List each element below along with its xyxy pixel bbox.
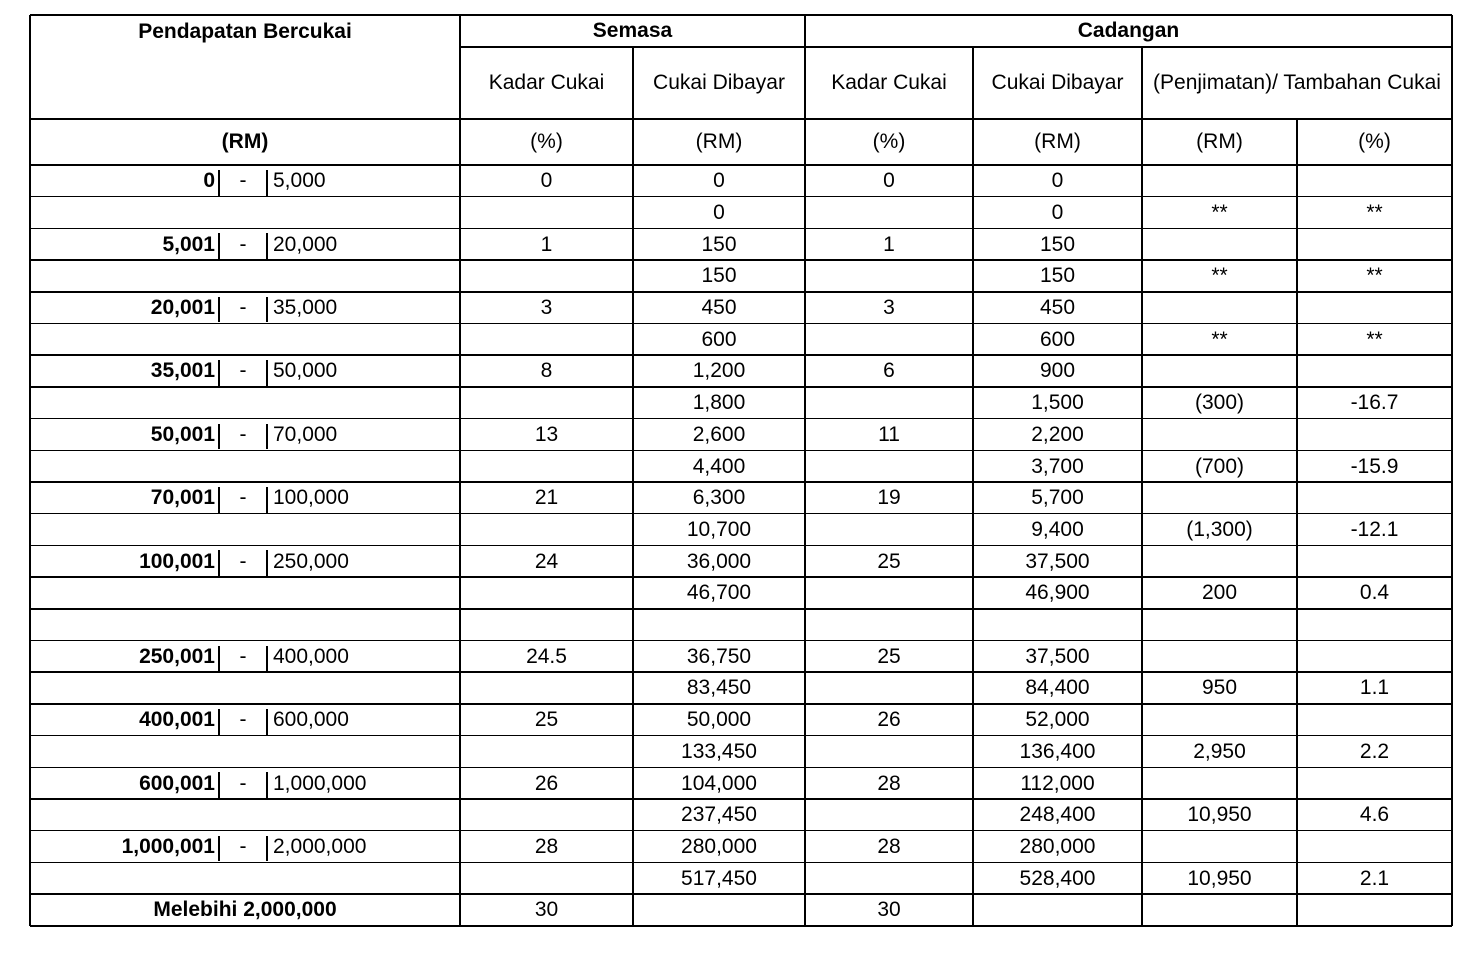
- income-to: 400,000: [273, 644, 349, 668]
- current-rate-cell: 28: [534, 834, 559, 858]
- unit-proposed-rate: (%): [872, 130, 906, 154]
- diff-rm-cell: 10,950: [1187, 803, 1252, 827]
- diff-rm-cell: **: [1211, 327, 1228, 351]
- table-rule: [30, 545, 1452, 547]
- income-separator: [218, 550, 220, 576]
- income-separator: [266, 170, 268, 196]
- unit-current-tax: (RM): [695, 130, 743, 154]
- proposed-rate-cell: [805, 450, 973, 482]
- income-dash: -: [239, 708, 247, 732]
- income-dash: [219, 799, 267, 831]
- table-rule: [804, 15, 806, 926]
- table-rule: [30, 354, 1452, 356]
- current-tax-cell: 1,800: [692, 391, 746, 415]
- income-separator: [266, 233, 268, 259]
- diff-rm-cell: [1142, 894, 1297, 926]
- table-rule: [30, 925, 1452, 927]
- income-dash: [219, 324, 267, 356]
- proposed-rate-cell: [805, 387, 973, 419]
- income-from: [30, 387, 219, 419]
- proposed-rate-cell: 28: [877, 834, 901, 858]
- current-rate-cell: 24: [534, 549, 559, 573]
- table-rule: [30, 259, 1452, 261]
- proposed-rate-cell: [805, 324, 973, 356]
- income-to: 35,000: [273, 296, 338, 320]
- current-rate-cell: [460, 450, 633, 482]
- current-rate-cell: [460, 862, 633, 894]
- diff-pct-cell: 0.4: [1359, 581, 1390, 605]
- proposed-tax-cell: 37,500: [1025, 644, 1090, 668]
- diff-pct-cell: [1297, 831, 1452, 863]
- income-to: 50,000: [273, 359, 338, 383]
- income-to: 2,000,000: [273, 834, 367, 858]
- proposed-rate-cell: 28: [877, 771, 901, 795]
- header-current-rate: Kadar Cukai: [488, 71, 605, 95]
- current-tax-cell: 150: [701, 264, 737, 288]
- header-proposed-rate: Kadar Cukai: [831, 71, 947, 95]
- proposed-rate-cell: [805, 672, 973, 704]
- proposed-tax-cell: 52,000: [1025, 708, 1090, 732]
- income-to: 70,000: [273, 422, 338, 446]
- table-rule: [972, 47, 974, 926]
- proposed-tax-cell: [973, 609, 1142, 641]
- current-rate-cell: [460, 577, 633, 609]
- unit-income: (RM): [221, 130, 269, 154]
- table-left-rule: [29, 15, 31, 926]
- income-separator: [266, 360, 268, 386]
- income-separator: [266, 550, 268, 576]
- diff-rm-cell: 950: [1201, 676, 1238, 700]
- income-dash: [219, 450, 267, 482]
- proposed-rate-cell: [805, 862, 973, 894]
- income-from: [30, 577, 219, 609]
- diff-pct-cell: **: [1366, 200, 1383, 224]
- proposed-rate-cell: 30: [877, 898, 901, 922]
- diff-rm-cell: (1,300): [1186, 517, 1253, 541]
- current-tax-cell: 600: [701, 327, 737, 351]
- diff-rm-cell: [1142, 355, 1297, 387]
- table-rule: [30, 164, 1452, 166]
- income-dash: [219, 736, 267, 768]
- current-tax-cell: 0: [713, 169, 725, 193]
- income-to: [267, 609, 460, 641]
- proposed-tax-cell: 136,400: [1019, 739, 1096, 763]
- current-tax-cell: 2,600: [692, 422, 746, 446]
- current-tax-cell: 36,750: [686, 644, 752, 668]
- income-from: [30, 736, 219, 768]
- income-to: [267, 736, 460, 768]
- income-from: 0: [203, 169, 215, 193]
- diff-pct-cell: [1297, 609, 1452, 641]
- income-to: [267, 577, 460, 609]
- income-dash: [219, 260, 267, 292]
- income-separator: [218, 424, 220, 450]
- income-from: 35,001: [150, 359, 215, 383]
- current-rate-cell: 1: [540, 232, 553, 256]
- income-dash: -: [239, 169, 247, 193]
- income-to: 1,000,000: [273, 771, 367, 795]
- proposed-rate-cell: [805, 577, 973, 609]
- income-from: 250,001: [139, 644, 215, 668]
- income-to: 600,000: [273, 708, 349, 732]
- current-rate-cell: 30: [534, 898, 559, 922]
- current-tax-cell: 0: [713, 200, 725, 224]
- proposed-tax-cell: 84,400: [1025, 676, 1090, 700]
- proposed-rate-cell: 25: [877, 644, 901, 668]
- income-dash: -: [239, 771, 247, 795]
- diff-rm-cell: [1142, 767, 1297, 799]
- income-to: [267, 260, 460, 292]
- proposed-rate-cell: [805, 736, 973, 768]
- proposed-tax-cell: 0: [1051, 200, 1064, 224]
- income-from: 50,001: [150, 422, 215, 446]
- proposed-rate-cell: 0: [883, 169, 895, 193]
- diff-rm-cell: **: [1211, 200, 1228, 224]
- diff-pct-cell: [1297, 767, 1452, 799]
- unit-current-rate: (%): [530, 130, 563, 154]
- income-separator: [218, 836, 220, 862]
- income-separator: [218, 772, 220, 798]
- diff-pct-cell: 2.1: [1359, 866, 1390, 890]
- current-rate-cell: [460, 799, 633, 831]
- diff-pct-cell: -15.9: [1350, 454, 1399, 478]
- diff-rm-cell: [1142, 831, 1297, 863]
- proposed-rate-cell: [805, 514, 973, 546]
- income-to: 5,000: [273, 169, 326, 193]
- proposed-tax-cell: 900: [1039, 359, 1076, 383]
- diff-pct-cell: [1297, 355, 1452, 387]
- diff-rm-cell: [1142, 641, 1297, 673]
- current-rate-cell: 8: [540, 359, 553, 383]
- income-to: [267, 450, 460, 482]
- diff-pct-cell: -16.7: [1350, 391, 1399, 415]
- diff-pct-cell: 1.1: [1359, 676, 1390, 700]
- table-rule: [30, 576, 1452, 578]
- proposed-rate-cell: 19: [877, 486, 901, 510]
- table-rule: [459, 15, 461, 926]
- diff-pct-cell: [1297, 704, 1452, 736]
- proposed-tax-cell: 150: [1039, 232, 1076, 256]
- diff-rm-cell: [1142, 292, 1297, 324]
- income-to: [267, 197, 460, 229]
- proposed-tax-cell: 5,700: [1031, 486, 1084, 510]
- table-rule: [30, 513, 1452, 515]
- current-rate-cell: 25: [534, 708, 559, 732]
- diff-rm-cell: [1142, 704, 1297, 736]
- income-dash: [219, 862, 267, 894]
- income-from: 400,001: [139, 708, 215, 732]
- income-from: 70,001: [150, 486, 215, 510]
- diff-pct-cell: [1297, 641, 1452, 673]
- income-dash: -: [239, 422, 247, 446]
- income-separator: [266, 487, 268, 513]
- income-to: 250,000: [273, 549, 349, 573]
- income-to: 20,000: [273, 232, 338, 256]
- table-rule: [30, 893, 1452, 895]
- diff-pct-cell: [1297, 165, 1452, 197]
- proposed-rate-cell: 25: [877, 549, 901, 573]
- current-tax-cell: 46,700: [686, 581, 752, 605]
- income-dash: [219, 387, 267, 419]
- income-separator: [266, 709, 268, 735]
- current-rate-cell: 3: [540, 296, 553, 320]
- proposed-rate-cell: 6: [883, 359, 895, 383]
- proposed-rate-cell: 26: [877, 708, 901, 732]
- table-rule: [30, 418, 1452, 420]
- income-dash: -: [239, 549, 247, 573]
- proposed-tax-cell: 0: [1051, 169, 1064, 193]
- income-from: [30, 799, 219, 831]
- current-tax-cell: [633, 894, 805, 926]
- diff-pct-cell: -12.1: [1350, 517, 1399, 541]
- current-tax-cell: 83,450: [686, 676, 752, 700]
- table-rule: [30, 671, 1452, 673]
- proposed-tax-cell: 1,500: [1031, 391, 1084, 415]
- unit-proposed-tax: (RM): [1034, 130, 1081, 154]
- unit-diff-rm: (RM): [1196, 130, 1243, 154]
- table-rule: [30, 228, 1452, 230]
- proposed-tax-cell: 2,200: [1031, 422, 1084, 446]
- income-from: [30, 450, 219, 482]
- diff-rm-cell: [1142, 482, 1297, 514]
- income-from: 1,000,001: [121, 834, 215, 858]
- table-rule: [632, 47, 634, 926]
- current-tax-cell: 280,000: [681, 834, 757, 858]
- current-tax-cell: 237,450: [681, 803, 757, 827]
- current-rate-cell: [460, 736, 633, 768]
- income-from: [30, 514, 219, 546]
- diff-rm-cell: [1142, 545, 1297, 577]
- current-tax-cell: 150: [701, 232, 737, 256]
- proposed-tax-cell: [973, 894, 1142, 926]
- income-separator: [266, 297, 268, 323]
- proposed-tax-cell: 3,700: [1031, 454, 1084, 478]
- current-rate-cell: [460, 324, 633, 356]
- table-rule: [460, 46, 1452, 48]
- diff-pct-cell: [1297, 292, 1452, 324]
- income-to: [267, 514, 460, 546]
- income-dash: [219, 577, 267, 609]
- income-dash: -: [239, 232, 247, 256]
- diff-pct-cell: [1297, 482, 1452, 514]
- income-from: [30, 672, 219, 704]
- income-separator: [266, 772, 268, 798]
- income-dash: [219, 197, 267, 229]
- header-income: Pendapatan Bercukai: [138, 20, 352, 43]
- diff-pct-cell: 4.6: [1359, 803, 1390, 827]
- proposed-tax-cell: 528,400: [1019, 866, 1096, 890]
- income-from: [30, 197, 219, 229]
- diff-pct-cell: **: [1366, 327, 1383, 351]
- income-separator: [218, 646, 220, 672]
- income-from: 5,001: [162, 232, 215, 256]
- income-from: [30, 862, 219, 894]
- diff-pct-cell: [1297, 419, 1452, 451]
- diff-rm-cell: **: [1211, 264, 1228, 288]
- current-tax-cell: 450: [701, 296, 737, 320]
- proposed-rate-cell: [805, 260, 973, 292]
- table-rule: [30, 386, 1452, 388]
- proposed-tax-cell: 450: [1039, 296, 1076, 320]
- table-rule: [30, 608, 1452, 610]
- current-rate-cell: 0: [540, 169, 553, 193]
- table-rule: [30, 118, 1452, 120]
- income-from: 100,001: [139, 549, 215, 573]
- diff-rm-cell: 200: [1201, 581, 1238, 605]
- table-rule: [30, 481, 1452, 483]
- unit-diff-pct: (%): [1358, 130, 1391, 154]
- proposed-tax-cell: 248,400: [1019, 803, 1096, 827]
- proposed-rate-cell: 3: [883, 296, 895, 320]
- income-separator: [266, 836, 268, 862]
- current-rate-cell: [460, 609, 633, 641]
- income-dash: -: [239, 296, 247, 320]
- header-proposed-tax-paid: Cukai Dibayar: [991, 71, 1124, 95]
- tax-rate-table: [30, 15, 1452, 923]
- current-tax-cell: 4,400: [692, 454, 746, 478]
- income-to: [267, 799, 460, 831]
- table-rule: [30, 767, 1452, 769]
- income-dash: -: [239, 359, 247, 383]
- income-from: 20,001: [150, 296, 215, 320]
- income-separator: [218, 360, 220, 386]
- table-rule: [1296, 119, 1298, 926]
- income-separator: [266, 646, 268, 672]
- income-dash: -: [239, 834, 247, 858]
- income-dash: -: [239, 644, 247, 668]
- income-dash: [219, 672, 267, 704]
- income-to: 100,000: [273, 486, 349, 510]
- current-tax-cell: 104,000: [681, 771, 757, 795]
- proposed-tax-cell: 46,900: [1025, 581, 1090, 605]
- diff-rm-cell: 2,950: [1193, 739, 1246, 763]
- income-separator: [218, 487, 220, 513]
- income-to: [267, 387, 460, 419]
- income-from: [30, 609, 219, 641]
- current-tax-cell: 517,450: [681, 866, 757, 890]
- proposed-rate-cell: 1: [883, 232, 895, 256]
- table-rule: [30, 703, 1452, 705]
- table-rule: [30, 798, 1452, 800]
- current-rate-cell: [460, 260, 633, 292]
- current-tax-cell: [633, 609, 805, 641]
- income-from: [30, 260, 219, 292]
- proposed-rate-cell: [805, 609, 973, 641]
- diff-pct-cell: [1297, 228, 1452, 260]
- income-separator: [218, 297, 220, 323]
- current-rate-cell: [460, 387, 633, 419]
- current-tax-cell: 1,200: [692, 359, 746, 383]
- income-dash: -: [239, 486, 247, 510]
- diff-rm-cell: [1142, 419, 1297, 451]
- current-rate-cell: [460, 197, 633, 229]
- diff-pct-cell: **: [1366, 264, 1383, 288]
- diff-pct-cell: [1297, 894, 1452, 926]
- current-rate-cell: 24.5: [526, 644, 567, 668]
- current-rate-cell: [460, 514, 633, 546]
- current-rate-cell: 26: [534, 771, 559, 795]
- table-rule: [30, 196, 1452, 198]
- table-rule: [30, 450, 1452, 452]
- table-rule: [30, 291, 1452, 293]
- income-dash: [219, 514, 267, 546]
- diff-pct-cell: [1297, 545, 1452, 577]
- diff-rm-cell: [1142, 609, 1297, 641]
- table-rule: [30, 640, 1452, 642]
- table-rule: [30, 862, 1452, 864]
- proposed-rate-cell: [805, 799, 973, 831]
- current-rate-cell: 21: [534, 486, 559, 510]
- header-current-tax-paid: Cukai Dibayar: [653, 71, 785, 95]
- current-rate-cell: 13: [534, 422, 559, 446]
- diff-rm-cell: 10,950: [1187, 866, 1252, 890]
- income-to: [267, 324, 460, 356]
- table-rule: [1141, 47, 1143, 926]
- income-separator: [218, 709, 220, 735]
- current-tax-cell: 50,000: [686, 708, 752, 732]
- table-right-rule: [1451, 15, 1453, 926]
- header-proposed: Cadangan: [1077, 19, 1180, 43]
- current-tax-cell: 133,450: [681, 739, 757, 763]
- proposed-rate-cell: 11: [878, 422, 900, 446]
- income-separator: [218, 170, 220, 196]
- proposed-rate-cell: [805, 197, 973, 229]
- income-to: [267, 862, 460, 894]
- proposed-tax-cell: 37,500: [1025, 549, 1090, 573]
- table-rule: [30, 830, 1452, 832]
- table-rule: [30, 735, 1452, 737]
- diff-rm-cell: [1142, 165, 1297, 197]
- table-top-rule: [30, 14, 1452, 16]
- current-tax-cell: 36,000: [686, 549, 752, 573]
- diff-pct-cell: 2.2: [1359, 739, 1390, 763]
- income-last: Melebihi 2,000,000: [153, 898, 337, 922]
- table-rule: [30, 323, 1452, 325]
- proposed-tax-cell: 150: [1039, 264, 1076, 288]
- income-separator: [218, 233, 220, 259]
- proposed-tax-cell: 600: [1039, 327, 1076, 351]
- diff-rm-cell: (300): [1194, 391, 1245, 415]
- income-from: [30, 324, 219, 356]
- proposed-tax-cell: 280,000: [1019, 834, 1096, 858]
- current-rate-cell: [460, 672, 633, 704]
- income-from: 600,001: [139, 771, 215, 795]
- diff-rm-cell: [1142, 228, 1297, 260]
- income-to: [267, 672, 460, 704]
- current-tax-cell: 6,300: [692, 486, 746, 510]
- current-tax-cell: 10,700: [686, 517, 752, 541]
- proposed-tax-cell: 112,000: [1020, 771, 1095, 795]
- proposed-tax-cell: 9,400: [1031, 517, 1084, 541]
- income-dash: [219, 609, 267, 641]
- income-separator: [266, 424, 268, 450]
- header-current: Semasa: [592, 19, 673, 43]
- diff-rm-cell: (700): [1194, 454, 1245, 478]
- header-savings: (Penjimatan)/ Tambahan Cukai: [1153, 71, 1441, 95]
